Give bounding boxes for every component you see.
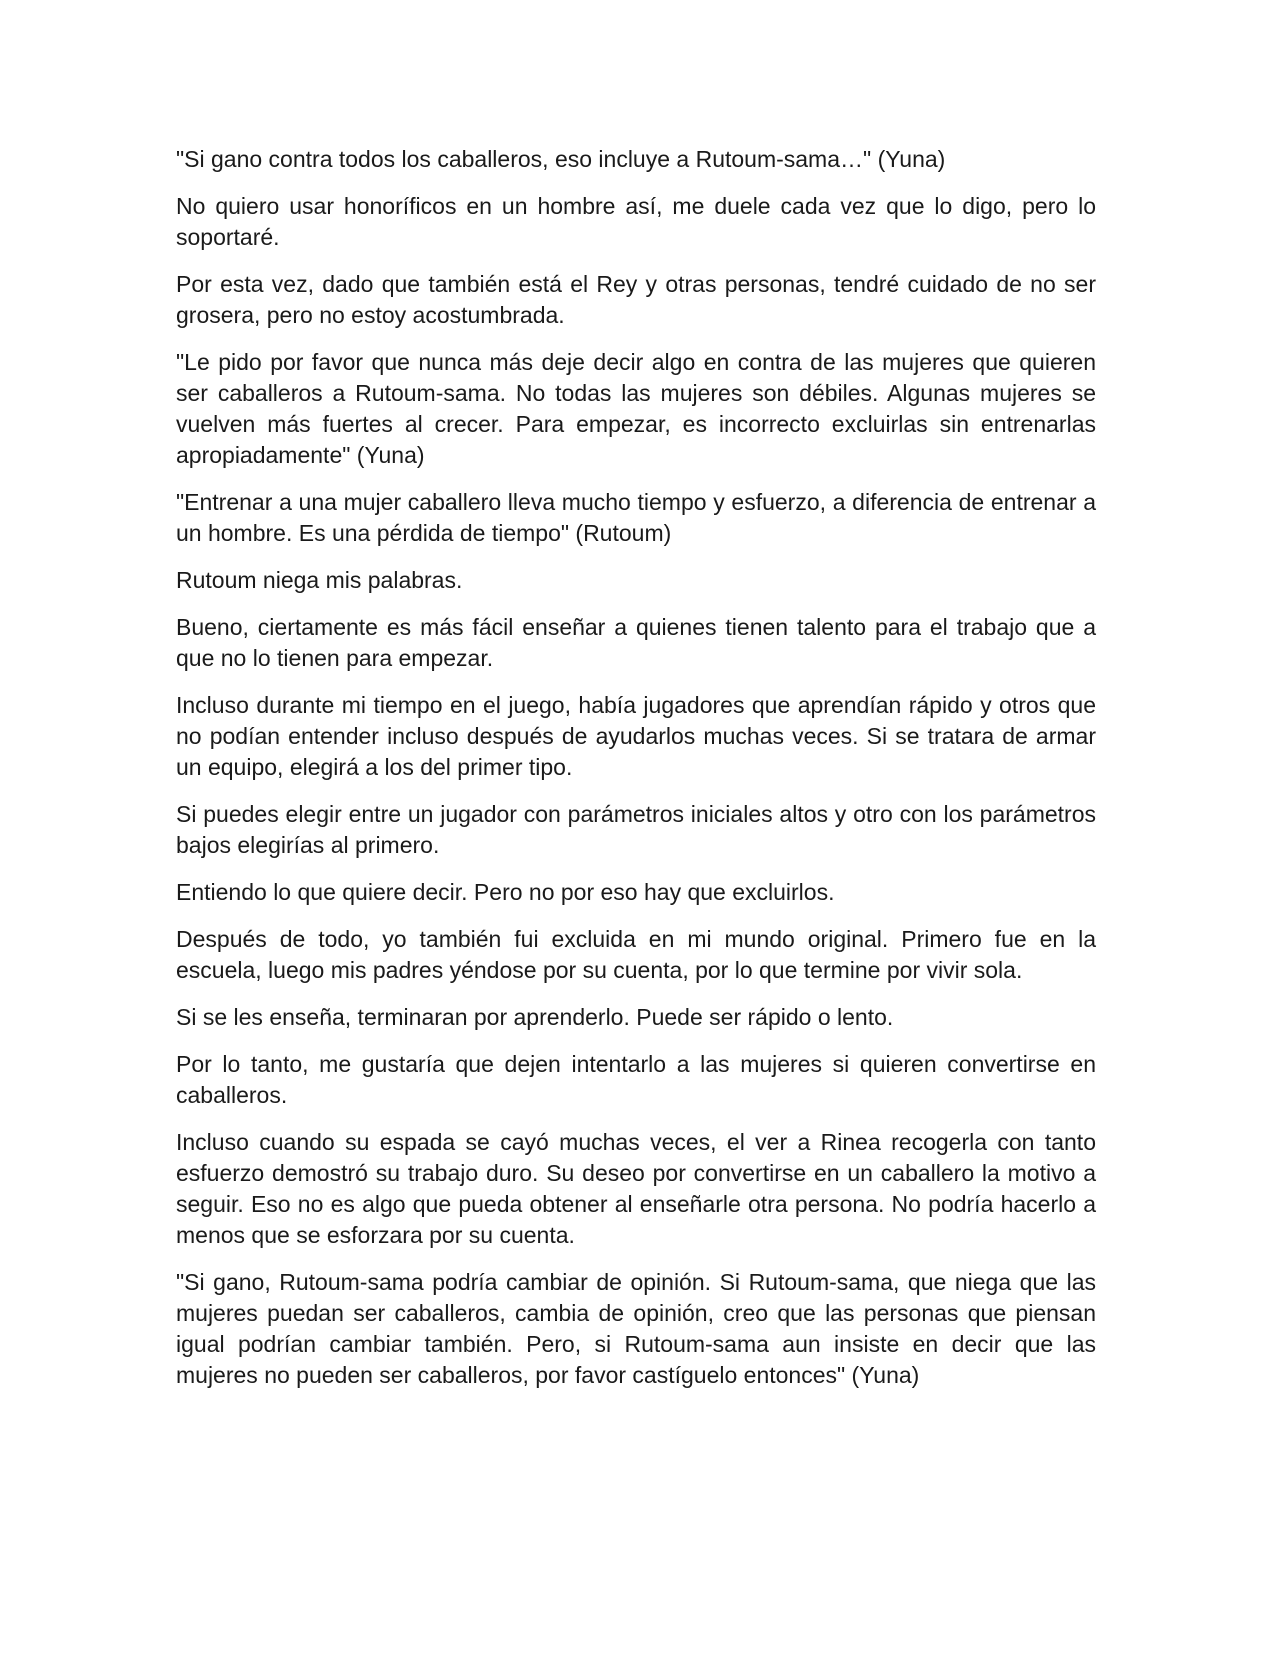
paragraph: Por lo tanto, me gustaría que dejen intentarlo a las mujeres si quieren convertirse en caballeros. <box>176 1051 1096 1108</box>
paragraph: Después de todo, yo también fui excluida en mi mundo original. Primero fue en la escuela, luego mis padres yéndose por su cuenta, por lo que termine por vivir sola. <box>176 926 1096 983</box>
paragraph: Incluso cuando su espada se cayó muchas veces, el ver a Rinea recogerla con tanto esfuerzo demostró su trabajo duro. Su deseo por convertirse en un caballero la motivo a seguir. Eso no es algo que pueda obtener al enseñarle otra persona. No podría hacerlo a menos que se esforzara por su cuenta. <box>176 1129 1096 1248</box>
paragraph: Entiendo lo que quiere decir. Pero no por eso hay que excluirlos. <box>176 879 835 905</box>
paragraph: Si se les enseña, terminaran por aprenderlo. Puede ser rápido o lento. <box>176 1004 894 1030</box>
paragraph: Incluso durante mi tiempo en el juego, había jugadores que aprendían rápido y otros que no podían entender incluso después de ayudarlos muchas veces. Si se tratara de armar un equipo, elegirá a los del primer tipo. <box>176 692 1096 780</box>
document-body <box>176 144 1096 1407</box>
paragraph: Por esta vez, dado que también está el Rey y otras personas, tendré cuidado de no ser grosera, pero no estoy acostumbrada. <box>176 271 1096 328</box>
paragraph: Rutoum niega mis palabras. <box>176 567 463 593</box>
paragraph: Si puedes elegir entre un jugador con parámetros iniciales altos y otro con los parámetros bajos elegirías al primero. <box>176 801 1096 858</box>
paragraph: No quiero usar honoríficos en un hombre así, me duele cada vez que lo digo, pero lo soportaré. <box>176 193 1096 250</box>
paragraph: "Entrenar a una mujer caballero lleva mucho tiempo y esfuerzo, a diferencia de entrenar a un hombre. Es una pérdida de tiempo" (Rutoum) <box>176 489 1096 546</box>
paragraph: "Si gano contra todos los caballeros, eso incluye a Rutoum-sama…" (Yuna) <box>176 146 946 172</box>
paragraph: "Le pido por favor que nunca más deje decir algo en contra de las mujeres que quieren ser caballeros a Rutoum-sama. No todas las mujeres son débiles. Algunas mujeres se vuelven más fuertes al crecer. Para empezar, es incorrecto excluirlas sin entrenarlas apropiadamente" (Yuna) <box>176 349 1096 468</box>
paragraph: "Si gano, Rutoum-sama podría cambiar de opinión. Si Rutoum-sama, que niega que las mujeres puedan ser caballeros, cambia de opinión, creo que las personas que piensan igual podrían cambiar también. Pero, si Rutoum-sama aun insiste en decir que las mujeres no pueden ser caballeros, por favor castíguelo entonces" (Yuna) <box>176 1269 1096 1388</box>
paragraph: Bueno, ciertamente es más fácil enseñar a quienes tienen talento para el trabajo que a que no lo tienen para empezar. <box>176 614 1096 671</box>
